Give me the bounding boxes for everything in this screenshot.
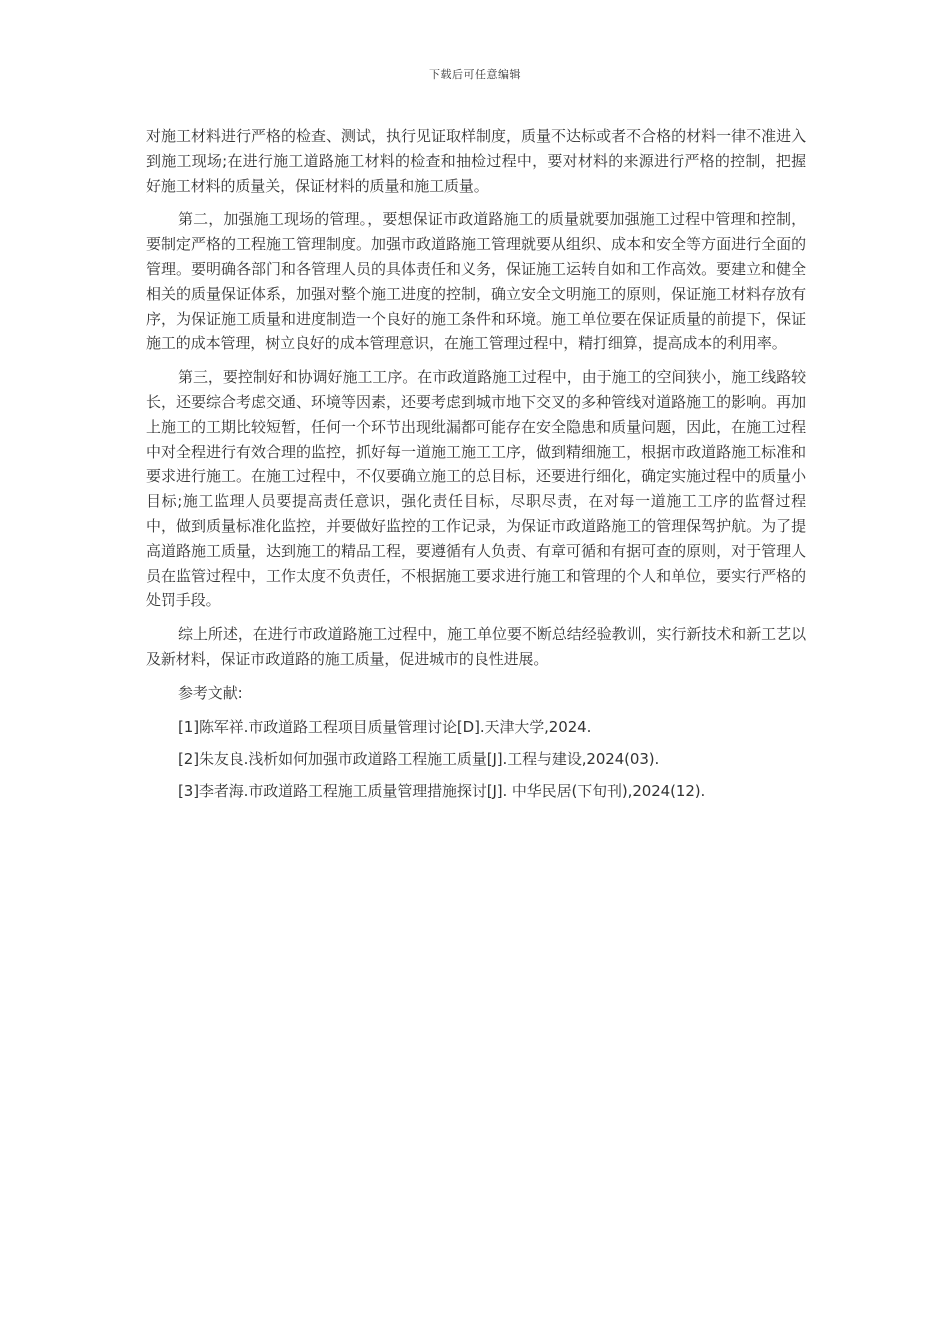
paragraph-site-management: 第二，加强施工现场的管理。，要想保证市政道路施工的质量就要加强施工过程中管理和控制，要制定严格的工程施工管理制度。加强市政道路施工管理就要从组织、成本和安全等方面进行全面的管理。要明确各部门和各管理人员的具体责任和义务，保证施工运转自如和工作高效。要建立和健全相关的质量保证体系，加强对整个施工进度的控制，确立安全文明施工的原则，保证施工材料存放有序，为保证施工质量和进度制造一个良好的施工条件和环境。施工单位要在保证质量的前提下，保证施工的成本管理，树立良好的成本管理意识，在施工管理过程中，精打细算，提高成本的利用率。 [146, 210, 806, 353]
document-body [146, 124, 806, 811]
paragraph-continued: 对施工材料进行严格的检查、测试，执行见证取样制度，质量不达标或者不合格的材料一律不准进入到施工现场;在进行施工道路施工材料的检查和抽检过程中，要对材料的来源进行严格的控制，把握好施工材料的质量关，保证材料的质量和施工质量。 [146, 127, 806, 195]
reference-item: [3]李者海.市政道路工程施工质量管理措施探讨[J]. 中华民居(下旬刊),2024(12). [178, 781, 706, 800]
reference-item: [1]陈军祥.市政道路工程项目质量管理讨论[D].天津大学,2024. [178, 717, 592, 736]
paragraph-conclusion: 综上所述，在进行市政道路施工过程中，施工单位要不断总结经验教训，实行新技术和新工艺以及新材料，保证市政道路的施工质量，促进城市的良性进展。 [146, 625, 806, 668]
references-title: 参考文献: [178, 683, 243, 702]
paragraph-process-control: 第三，要控制好和协调好施工工序。在市政道路施工过程中，由于施工的空间狭小，施工线路较长，还要综合考虑交通、环境等因素，还要考虑到城市地下交叉的多种管线对道路施工的影响。再加上施工的工期比较短暂，任何一个环节出现纰漏都可能存在安全隐患和质量问题，因此，在施工过程中对全程进行有效合理的监控，抓好每一道施工施工工序，做到精细施工，根据市政道路施工标准和要求进行施工。在施工过程中，不仅要确立施工的总目标，还要进行细化，确定实施过程中的质量小目标;施工监理人员要提高责任意识，强化责任目标，尽职尽责，在对每一道施工工序的监督过程中，做到质量标准化监控，并要做好监控的工作记录，为保证市政道路施工的管理保驾护航。为了提高道路施工质量，达到施工的精品工程，要遵循有人负责、有章可循和有据可查的原则，对于管理人员在监管过程中，工作太度不负责任，不根据施工要求进行施工和管理的个人和单位，要实行严格的处罚手段。 [146, 368, 806, 610]
page-header: 下载后可任意编辑 [429, 68, 521, 81]
reference-item: [2]朱友良.浅析如何加强市政道路工程施工质量[J].工程与建设,2024(03). [178, 749, 660, 768]
